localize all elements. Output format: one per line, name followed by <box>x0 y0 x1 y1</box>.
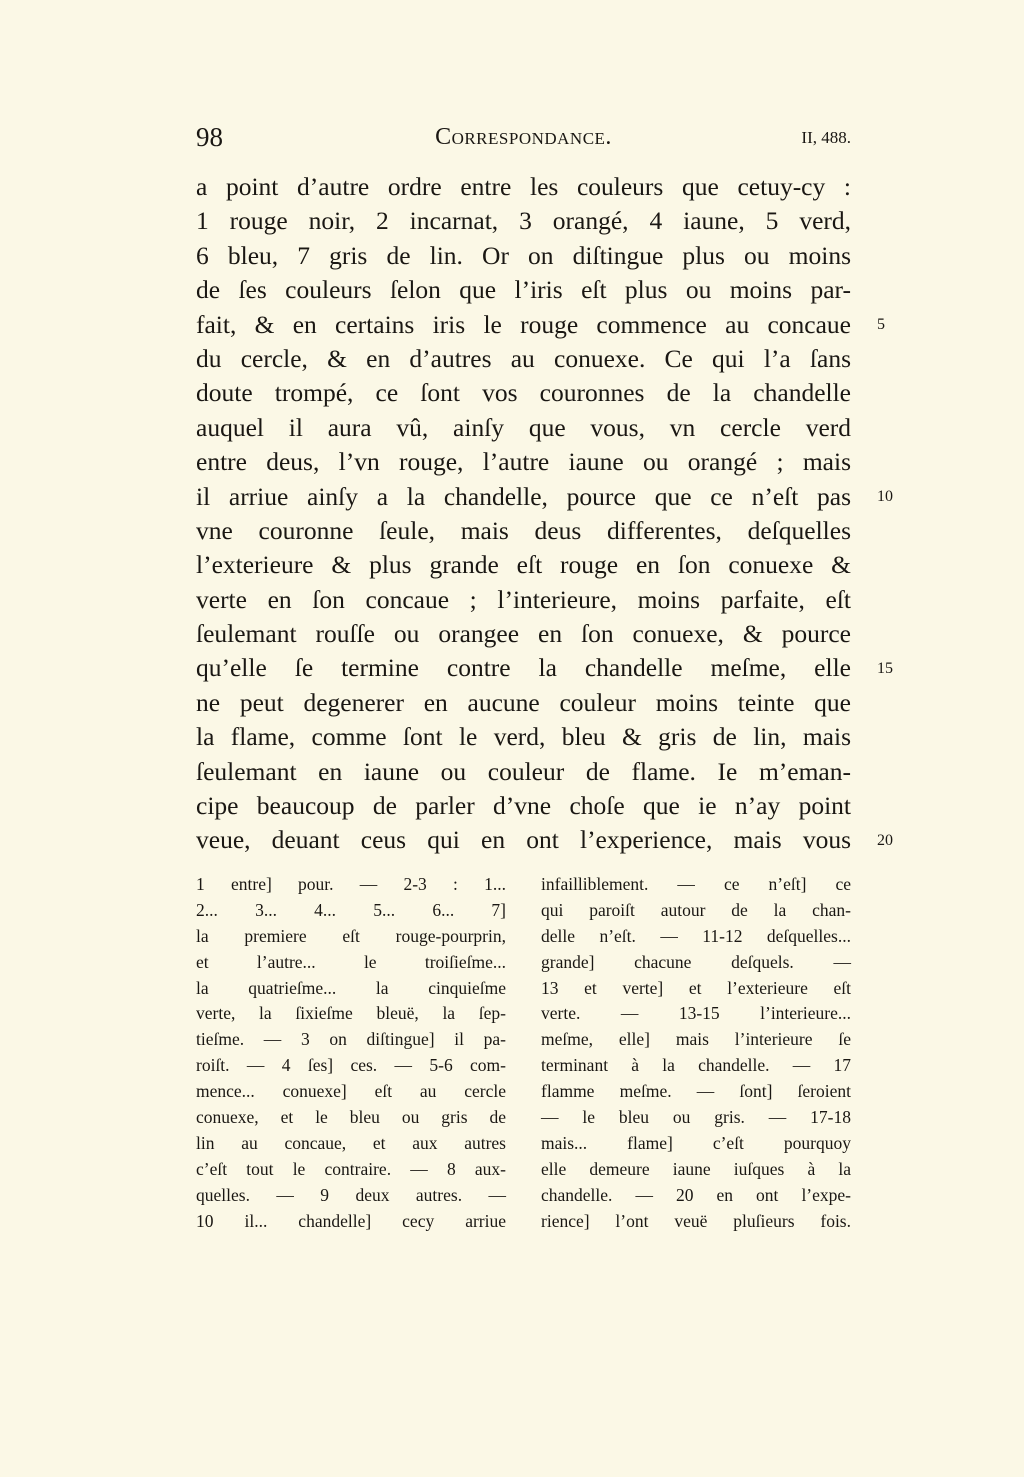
margin-line-number: 15 <box>877 659 893 677</box>
text-line: 1 rouge noir, 2 incarnat, 3 orangé, 4 iaune, 5 verd, <box>196 206 851 236</box>
note-line: meſme, elle] mais l’interieure ſe <box>541 1029 851 1050</box>
note-line: delle n’eſt. — 11-12 deſquelles... <box>541 925 851 946</box>
text-line: veue, deuant ceus qui en ont l’experience, mais vous <box>196 825 851 855</box>
text-line: qu’elle ſe termine contre la chandelle meſme, elle <box>196 653 851 683</box>
text-line: ſeulemant rouſſe ou orangee en ſon conuexe, & pource <box>196 619 851 649</box>
note-line: grande] chacune deſquels. — <box>541 951 851 972</box>
note-line: — le bleu ou gris. — 17-18 <box>541 1107 851 1128</box>
text-line: il arriue ainſy a la chandelle, pource que ce n’eſt pas <box>196 481 851 511</box>
margin-line-number: 5 <box>877 315 885 333</box>
note-line: c’eſt tout le contraire. — 8 aux- <box>196 1158 506 1179</box>
note-line: verte, la ſixieſme bleuë, la ſep- <box>196 1003 506 1024</box>
note-line: flamme meſme. — ſont] ſeroient <box>541 1081 851 1102</box>
note-line: 13 et verte] et l’exterieure eſt <box>541 977 851 998</box>
note-line: terminant à la chandelle. — 17 <box>541 1055 851 1076</box>
text-line: a point d’autre ordre entre les couleurs que cetuy-cy : <box>196 172 851 201</box>
note-line: 1 entre] pour. — 2-3 : 1... <box>196 874 506 894</box>
note-line: mence... conuexe] eſt au cercle <box>196 1081 506 1102</box>
text-line: entre deus, l’vn rouge, l’autre iaune ou orangé ; mais <box>196 447 851 477</box>
note-line: la premiere eſt rouge-pourprin, <box>196 925 506 946</box>
note-line: qui paroiſt autour de la chan- <box>541 899 851 920</box>
note-line: roiſt. — 4 ſes] ces. — 5-6 com- <box>196 1055 506 1076</box>
main-text <box>196 170 851 858</box>
text-line: ſeulemant en iaune ou couleur de flame. Ie m’eman- <box>196 756 851 786</box>
text-line: verte en ſon concaue ; l’interieure, moins parfaite, eſt <box>196 584 851 614</box>
variant-notes <box>196 872 851 1234</box>
text-line: l’exterieure & plus grande eſt rouge en ſon conuexe & <box>196 550 851 580</box>
margin-line-number: 20 <box>877 831 893 849</box>
note-line: chandelle. — 20 en ont l’expe- <box>541 1184 851 1205</box>
margin-line-number: 10 <box>877 487 893 505</box>
note-line: verte. — 13-15 l’interieure... <box>541 1003 851 1024</box>
text-line: la flame, comme ſont le verd, bleu & gris de lin, mais <box>196 722 851 752</box>
note-line: infailliblement. — ce n’eſt] ce <box>541 874 851 894</box>
note-line: lin au concaue, et aux autres <box>196 1132 506 1153</box>
note-line: et l’autre... le troiſieſme... <box>196 951 506 972</box>
running-title: Correspondance. <box>435 124 612 150</box>
page-number: 98 <box>196 122 223 152</box>
volume-reference: II, 488. <box>801 128 851 147</box>
note-line: conuexe, et le bleu ou gris de <box>196 1107 506 1128</box>
text-line: auquel il aura vû, ainſy que vous, vn cercle verd <box>196 412 851 442</box>
text-line: de ſes couleurs ſelon que l’iris eſt plus ou moins par- <box>196 275 851 305</box>
note-line: 10 il... chandelle] cecy arriue <box>196 1210 506 1231</box>
notes-right-column <box>541 872 851 1234</box>
text-line: vne couronne ſeule, mais deus differentes, deſquelles <box>196 515 851 545</box>
notes-left-column <box>196 872 506 1234</box>
text-line: du cercle, & en d’autres au conuexe. Ce qui l’a ſans <box>196 343 851 373</box>
text-line: cipe beaucoup de parler d’vne choſe que ie n’ay point <box>196 791 851 821</box>
note-line: 2... 3... 4... 5... 6... 7] <box>196 899 506 920</box>
text-line: doute trompé, ce ſont vos couronnes de la chandelle <box>196 378 851 408</box>
text-line: ne peut degenerer en aucune couleur moins teinte que <box>196 687 851 717</box>
note-line: tieſme. — 3 on diſtingue] il pa- <box>196 1029 506 1050</box>
note-line: mais... flame] c’eſt pourquoy <box>541 1132 851 1153</box>
text-line: fait, & en certains iris le rouge commence au concaue <box>196 309 851 339</box>
text-line: 6 bleu, 7 gris de lin. Or on diſtingue plus ou moins <box>196 240 851 270</box>
note-line: rience] l’ont veuë pluſieurs fois. <box>541 1210 851 1231</box>
note-line: elle demeure iaune iuſques à la <box>541 1158 851 1179</box>
note-line: quelles. — 9 deux autres. — <box>196 1184 506 1205</box>
note-line: la quatrieſme... la cinquieſme <box>196 977 506 998</box>
running-header <box>196 122 851 156</box>
